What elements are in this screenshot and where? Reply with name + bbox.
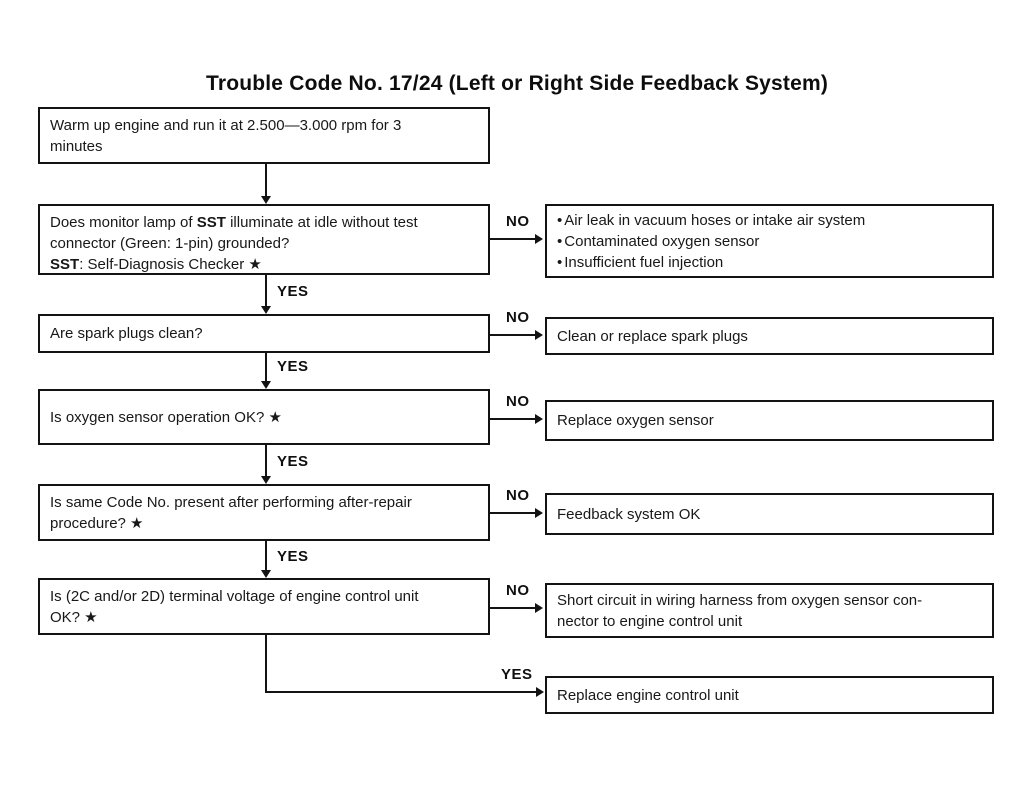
yes-label: YES xyxy=(277,358,309,375)
result-text: Air leak in vacuum hoses or intake air system xyxy=(564,211,866,229)
arrowhead-right-icon xyxy=(535,234,543,244)
step-text: Is oxygen sensor operation OK? ★ xyxy=(50,408,282,426)
sst-abbreviation: SST xyxy=(196,214,226,231)
yes-label: YES xyxy=(277,453,309,470)
result-text: Short circuit in wiring harness from oxygen sensor con- xyxy=(557,591,923,609)
bullet-icon: • xyxy=(557,253,563,271)
arrowhead-down-icon xyxy=(261,196,271,204)
step-text-segment: Does monitor lamp of xyxy=(50,214,197,231)
bullet-icon: • xyxy=(557,232,563,250)
arrowhead-right-icon xyxy=(535,603,543,613)
arrowhead-right-icon xyxy=(535,330,543,340)
step-box-terminal-voltage xyxy=(38,578,490,635)
step-text xyxy=(50,254,478,275)
arrowhead-down-icon xyxy=(261,570,271,578)
result-box-short-circuit xyxy=(545,583,994,638)
arrowhead-down-icon xyxy=(261,306,271,314)
step-box-warm-up xyxy=(38,107,490,164)
connector-line xyxy=(265,353,267,382)
sst-abbreviation: SST xyxy=(50,256,80,273)
step-box-code-recheck xyxy=(38,484,490,541)
no-label: NO xyxy=(506,213,530,230)
step-text: Are spark plugs clean? xyxy=(50,325,203,342)
connector-line xyxy=(490,238,536,240)
connector-line xyxy=(265,164,267,197)
result-box-air-leak xyxy=(545,204,994,278)
step-text: Is same Code No. present after performing after-repair xyxy=(50,493,412,511)
arrowhead-down-icon xyxy=(261,381,271,389)
result-text: nector to engine control unit xyxy=(557,612,743,630)
result-bullet-item xyxy=(557,252,982,273)
arrowhead-right-icon xyxy=(536,687,544,697)
connector-line xyxy=(265,275,267,307)
connector-line xyxy=(265,635,267,693)
result-text: Contaminated oxygen sensor xyxy=(564,232,760,250)
result-box-replace-ecu xyxy=(545,676,994,714)
result-text: Replace engine control unit xyxy=(557,686,739,704)
step-box-oxygen-sensor xyxy=(38,389,490,445)
arrowhead-right-icon xyxy=(535,414,543,424)
no-label: NO xyxy=(506,582,530,599)
result-text: Clean or replace spark plugs xyxy=(557,327,748,345)
no-label: NO xyxy=(506,487,530,504)
step-text-segment: illuminate at idle without test xyxy=(225,214,418,231)
step-text: procedure? ★ xyxy=(50,514,144,532)
connector-line xyxy=(265,691,537,693)
result-bullet-item xyxy=(557,210,982,231)
arrowhead-down-icon xyxy=(261,476,271,484)
step-text: OK? ★ xyxy=(50,608,98,626)
connector-line xyxy=(265,445,267,477)
bullet-icon: • xyxy=(557,211,563,229)
result-bullet-item xyxy=(557,231,982,252)
connector-line xyxy=(265,541,267,571)
step-box-monitor-lamp xyxy=(38,204,490,275)
result-text: Replace oxygen sensor xyxy=(557,412,714,429)
page-title: Trouble Code No. 17/24 (Left or Right Side Feedback System) xyxy=(205,72,829,95)
arrowhead-right-icon xyxy=(535,508,543,518)
step-text: Is (2C and/or 2D) terminal voltage of engine control unit xyxy=(50,587,419,605)
connector-line xyxy=(490,607,536,609)
yes-label: YES xyxy=(277,283,309,300)
result-box-replace-oxygen-sensor xyxy=(545,400,994,441)
yes-label: YES xyxy=(501,666,533,683)
connector-line xyxy=(490,512,536,514)
step-text: Warm up engine and run it at 2.500—3.000 rpm for 3 xyxy=(50,117,402,134)
step-text: minutes xyxy=(50,138,103,155)
connector-line xyxy=(490,334,536,336)
step-box-spark-plugs xyxy=(38,314,490,353)
yes-label: YES xyxy=(277,548,309,565)
result-box-clean-spark-plugs xyxy=(545,317,994,355)
step-text: connector (Green: 1-pin) grounded? xyxy=(50,235,290,252)
connector-line xyxy=(490,418,536,420)
no-label: NO xyxy=(506,309,530,326)
step-text xyxy=(50,212,478,233)
no-label: NO xyxy=(506,393,530,410)
step-text-segment: : Self-Diagnosis Checker ★ xyxy=(79,256,262,273)
result-box-feedback-ok xyxy=(545,493,994,535)
result-text: Insufficient fuel injection xyxy=(564,253,724,271)
result-text: Feedback system OK xyxy=(557,505,701,523)
